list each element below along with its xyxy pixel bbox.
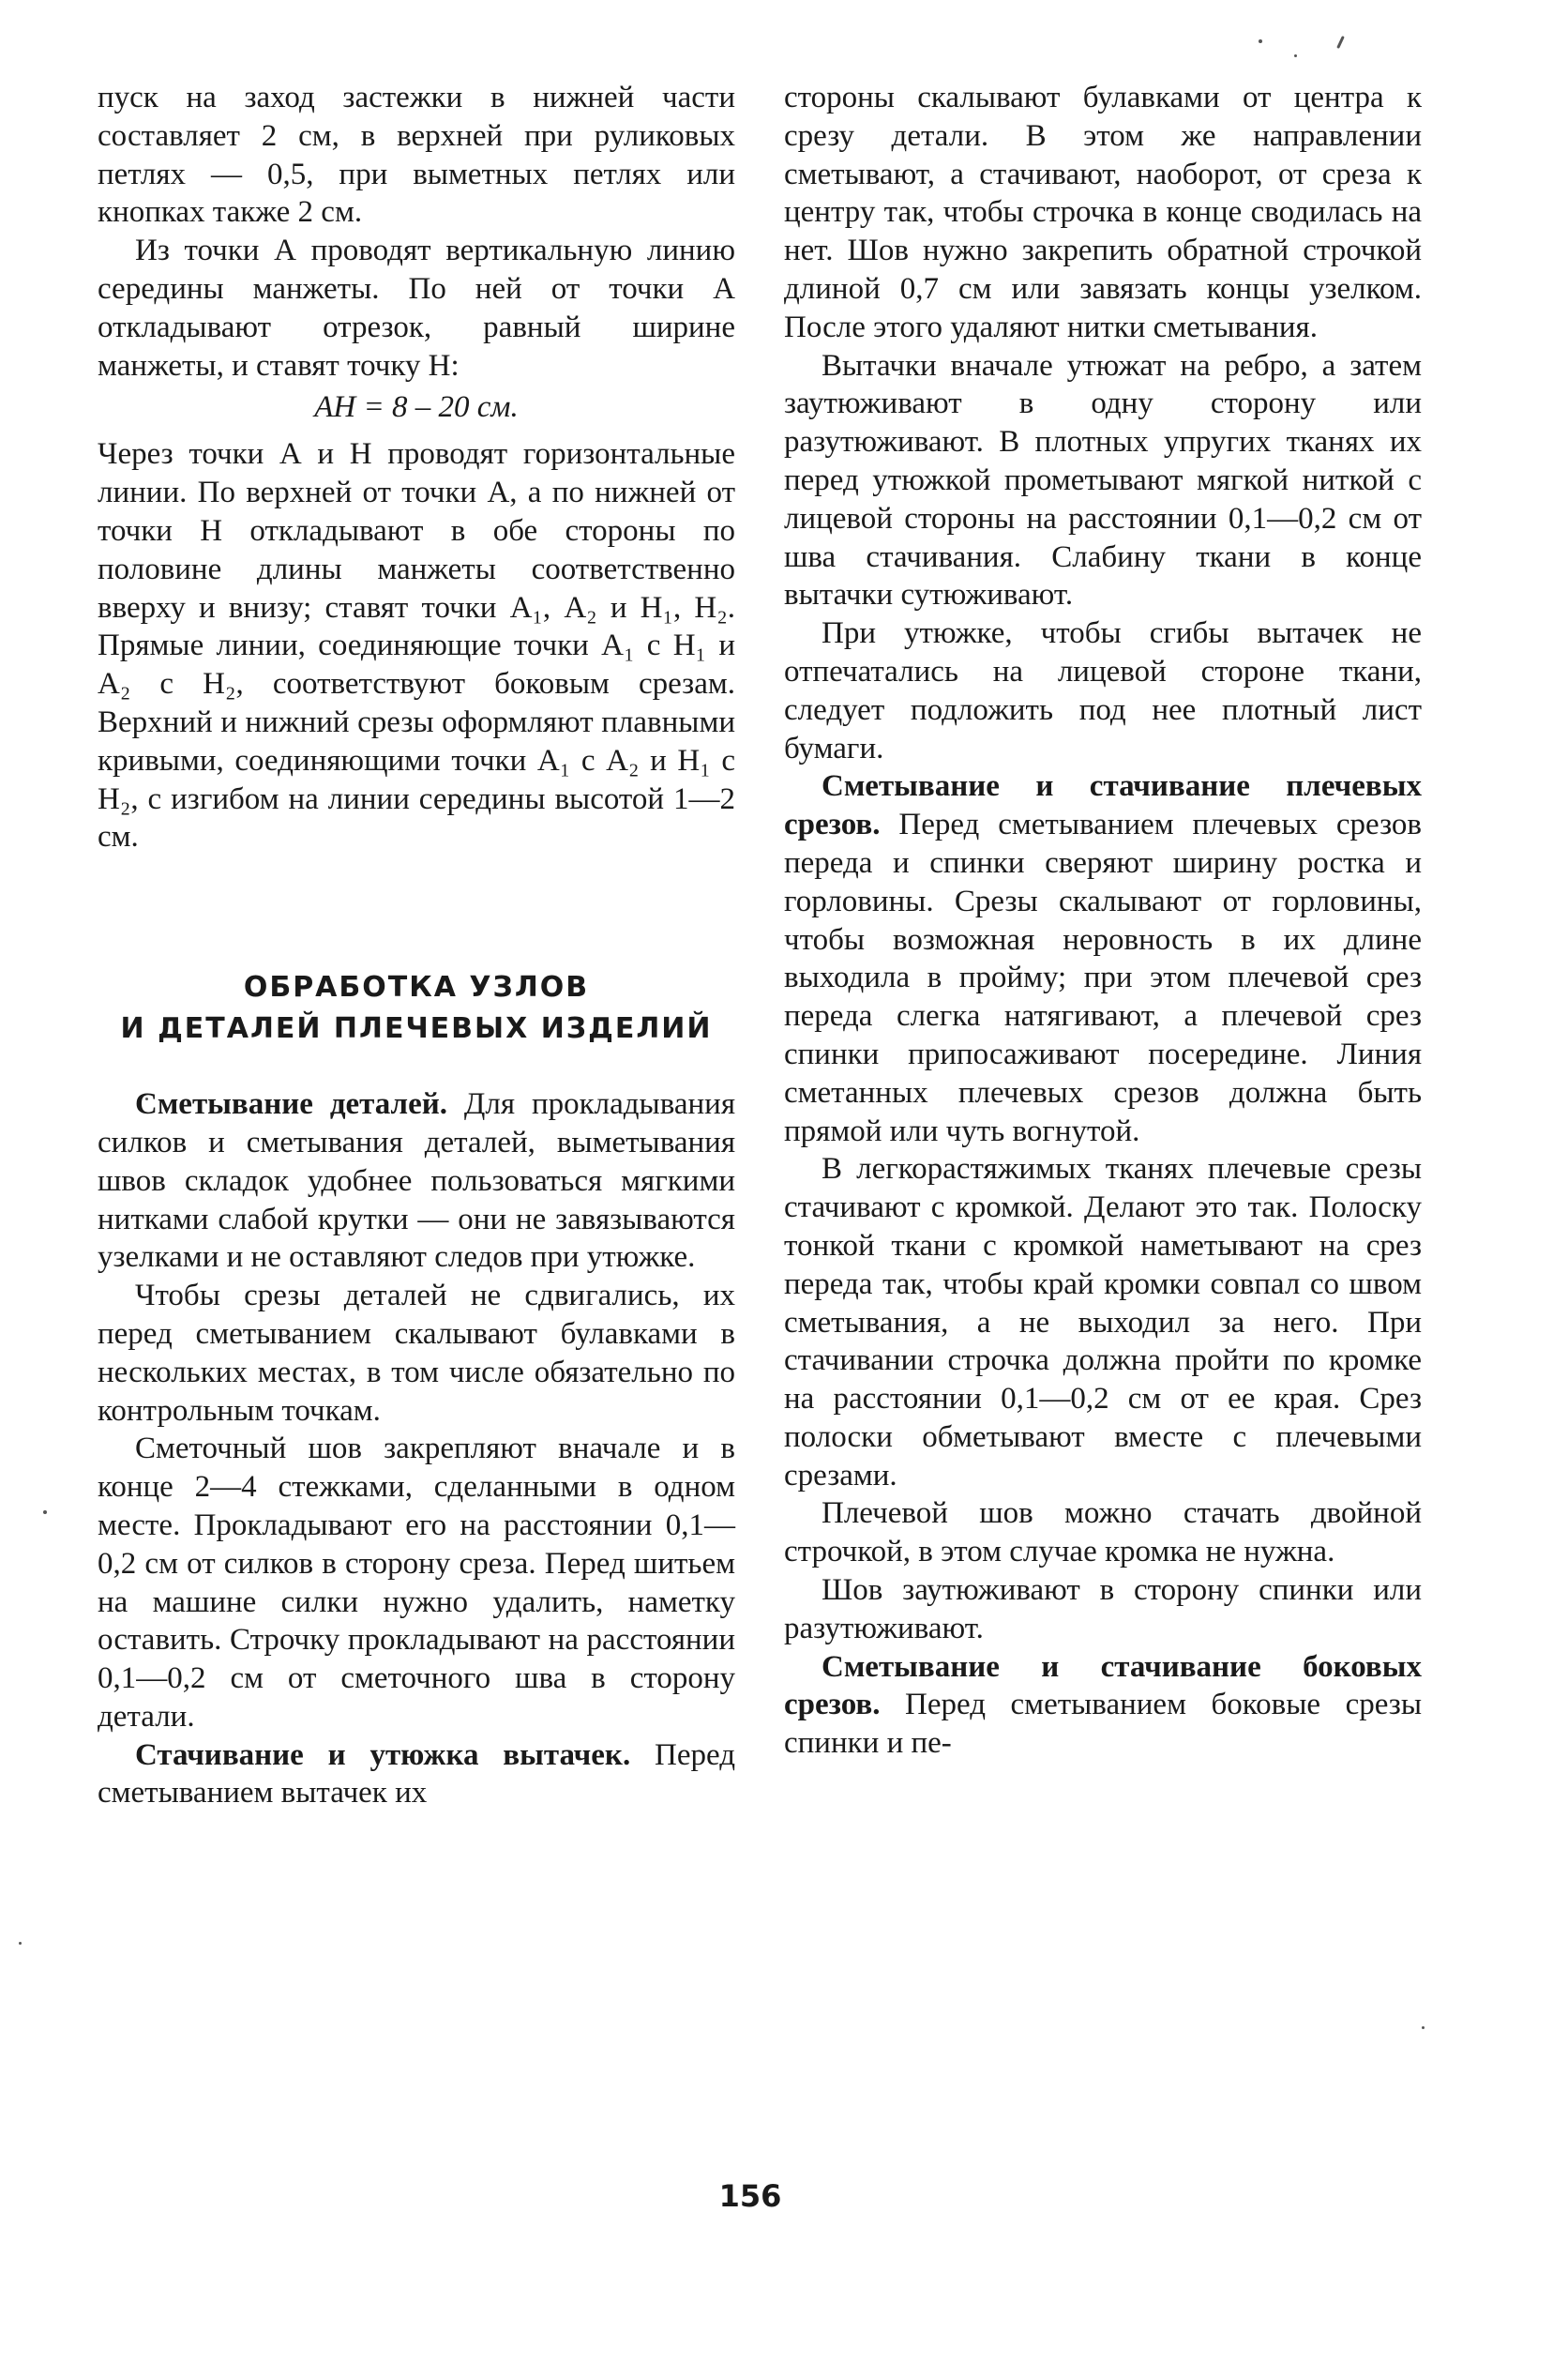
run-in-heading: Сметывание и стачивание боковых срезов.	[784, 1649, 1422, 1722]
paragraph: Чтобы срезы деталей не сдвигались, их перед сметыванием скалывают булавками в нескольких местах, в том числе обязательно по контрольным точкам.	[98, 1279, 735, 1428]
run-in-heading: Сметывание и стачивание плечевых срезов.	[784, 769, 1422, 842]
page-number: 156	[718, 2178, 782, 2214]
paragraph: Вытачки вначале утюжат на ребро, а затем заутюживают в одну сторону или разутюживают. В плотных упругих тканях их перед утюжкой прометывают мягкой ниткой с лицевой стороны на расстоянии 0,1—0,2 см от шва стачивания. Слабину ткани в конце вытачки сутюживают.	[784, 348, 1422, 613]
section-heading-line: И ДЕТАЛЕЙ ПЛЕЧЕВЫХ ИЗДЕЛИЙ	[120, 1012, 713, 1046]
formula: АН = 8 – 20 см.	[314, 390, 519, 425]
print-speck	[1259, 39, 1262, 43]
paragraph	[98, 1085, 735, 1277]
paragraph: Шов заутюживают в сторону спинки или разутюживают.	[784, 1573, 1422, 1645]
paragraph: Плечевой шов можно стачать двойной строчкой, в этом случае кромка не нужна.	[784, 1496, 1422, 1569]
paragraph: Из точки А проводят вертикальную линию середины манжеты. По ней от точки А откладывают отрезок, равный ширине манжеты, и ставят точку Н:	[98, 234, 735, 383]
left-column	[98, 79, 735, 1812]
print-speck	[1422, 2026, 1425, 2029]
paragraph: Через точки А и Н проводят горизонтальные линии. По верхней от точки А, а по нижней от точки Н откладывают в обе стороны по половине длины манжеты соответственно вверху и внизу; ставят точки А₁, А₂ и Н₁, Н₂. Прямые линии, соединяющие точки А₁ с Н₁ и А₂ с Н₂, соответствуют боковым срезам. Верхний и нижний срезы оформляют плавными кривыми, соединяющими точки А₁ с А₂ и Н₁ с Н₂, с изгибом на линии середины высотой 1—2 см.	[98, 437, 735, 855]
paragraph	[784, 767, 1422, 1150]
run-in-heading: Стачивание и утюжка вытачек.	[135, 1737, 631, 1772]
print-speck	[1294, 54, 1297, 57]
paragraph: Сметочный шов закрепляют вначале и в конце 2—4 стежками, сделанными в одном месте. Прокладывают его на расстоянии 0,1—0,2 см от силков в сторону среза. Перед шитьем на машине силки нужно удалить, наметку оставить. Строчку прокладывают на расстоянии 0,1—0,2 см от сметочного шва в сторону детали.	[98, 1432, 735, 1734]
right-column	[784, 79, 1422, 1763]
paragraph	[784, 1648, 1422, 1763]
paragraph-text: Для прокладывания силков и сметывания деталей, выметывания швов складок удобнее пользоваться мягкими нитками слабой крутки — они не завязываются узелками и не оставляют следов при утюжке.	[98, 1087, 735, 1275]
paragraph-text: Перед сметыванием вытачек их	[98, 1737, 735, 1811]
run-in-heading: Сметывание деталей.	[135, 1087, 447, 1122]
paragraph: стороны скалывают булавками от центра к срезу детали. В этом же направлении сметывают, а стачивают, наоборот, от среза к центру так, чтобы строчка в конце сводилась на нет. Шов нужно закрепить обратной строчкой длиной 0,7 см или завязать концы узелком. После этого удаляют нитки сметывания.	[784, 81, 1422, 344]
print-speck	[43, 1510, 47, 1514]
paragraph-text: Перед сметыванием плечевых срезов переда и спинки сверяют ширину ростка и горловины. Срезы скалывают от горловины, чтобы возможная неровность в их длине выходила в пройму; при этом плечевой срез переда слегка натягивают, а плечевой срез спинки припосаживают посередине. Линия сметанных плечевых срезов должна быть прямой или чуть вогнутой.	[784, 808, 1422, 1148]
print-speck	[19, 1942, 22, 1945]
section-heading	[98, 967, 735, 1050]
print-speck	[1336, 36, 1345, 49]
paragraph: В легкорастяжимых тканях плечевые срезы стачивают с кромкой. Делают это так. Полоску тонкой ткани с кромкой наметывают на срез переда так, чтобы край кромки совпал со швом сметывания, а не выходил за него. При стачивании строчка должна пройти по кромке на расстоянии 0,1—0,2 см от ее края. Срез полоски обметывают вместе с плечевыми срезами.	[784, 1152, 1422, 1493]
paragraph-text: Перед сметыванием боковые срезы спинки и пе-	[784, 1688, 1422, 1761]
paragraph	[98, 1736, 735, 1813]
paragraph: При утюжке, чтобы сгибы вытачек не отпечатались на лицевой стороне ткани, следует подложить под нее плотный лист бумаги.	[784, 616, 1422, 765]
section-heading-line: ОБРАБОТКА УЗЛОВ	[243, 971, 590, 1005]
paragraph: пуск на заход застежки в нижней части составляет 2 см, в верхней при руликовых петлях — 0,5, при выметных петлях или кнопках также 2 см.	[98, 81, 735, 230]
